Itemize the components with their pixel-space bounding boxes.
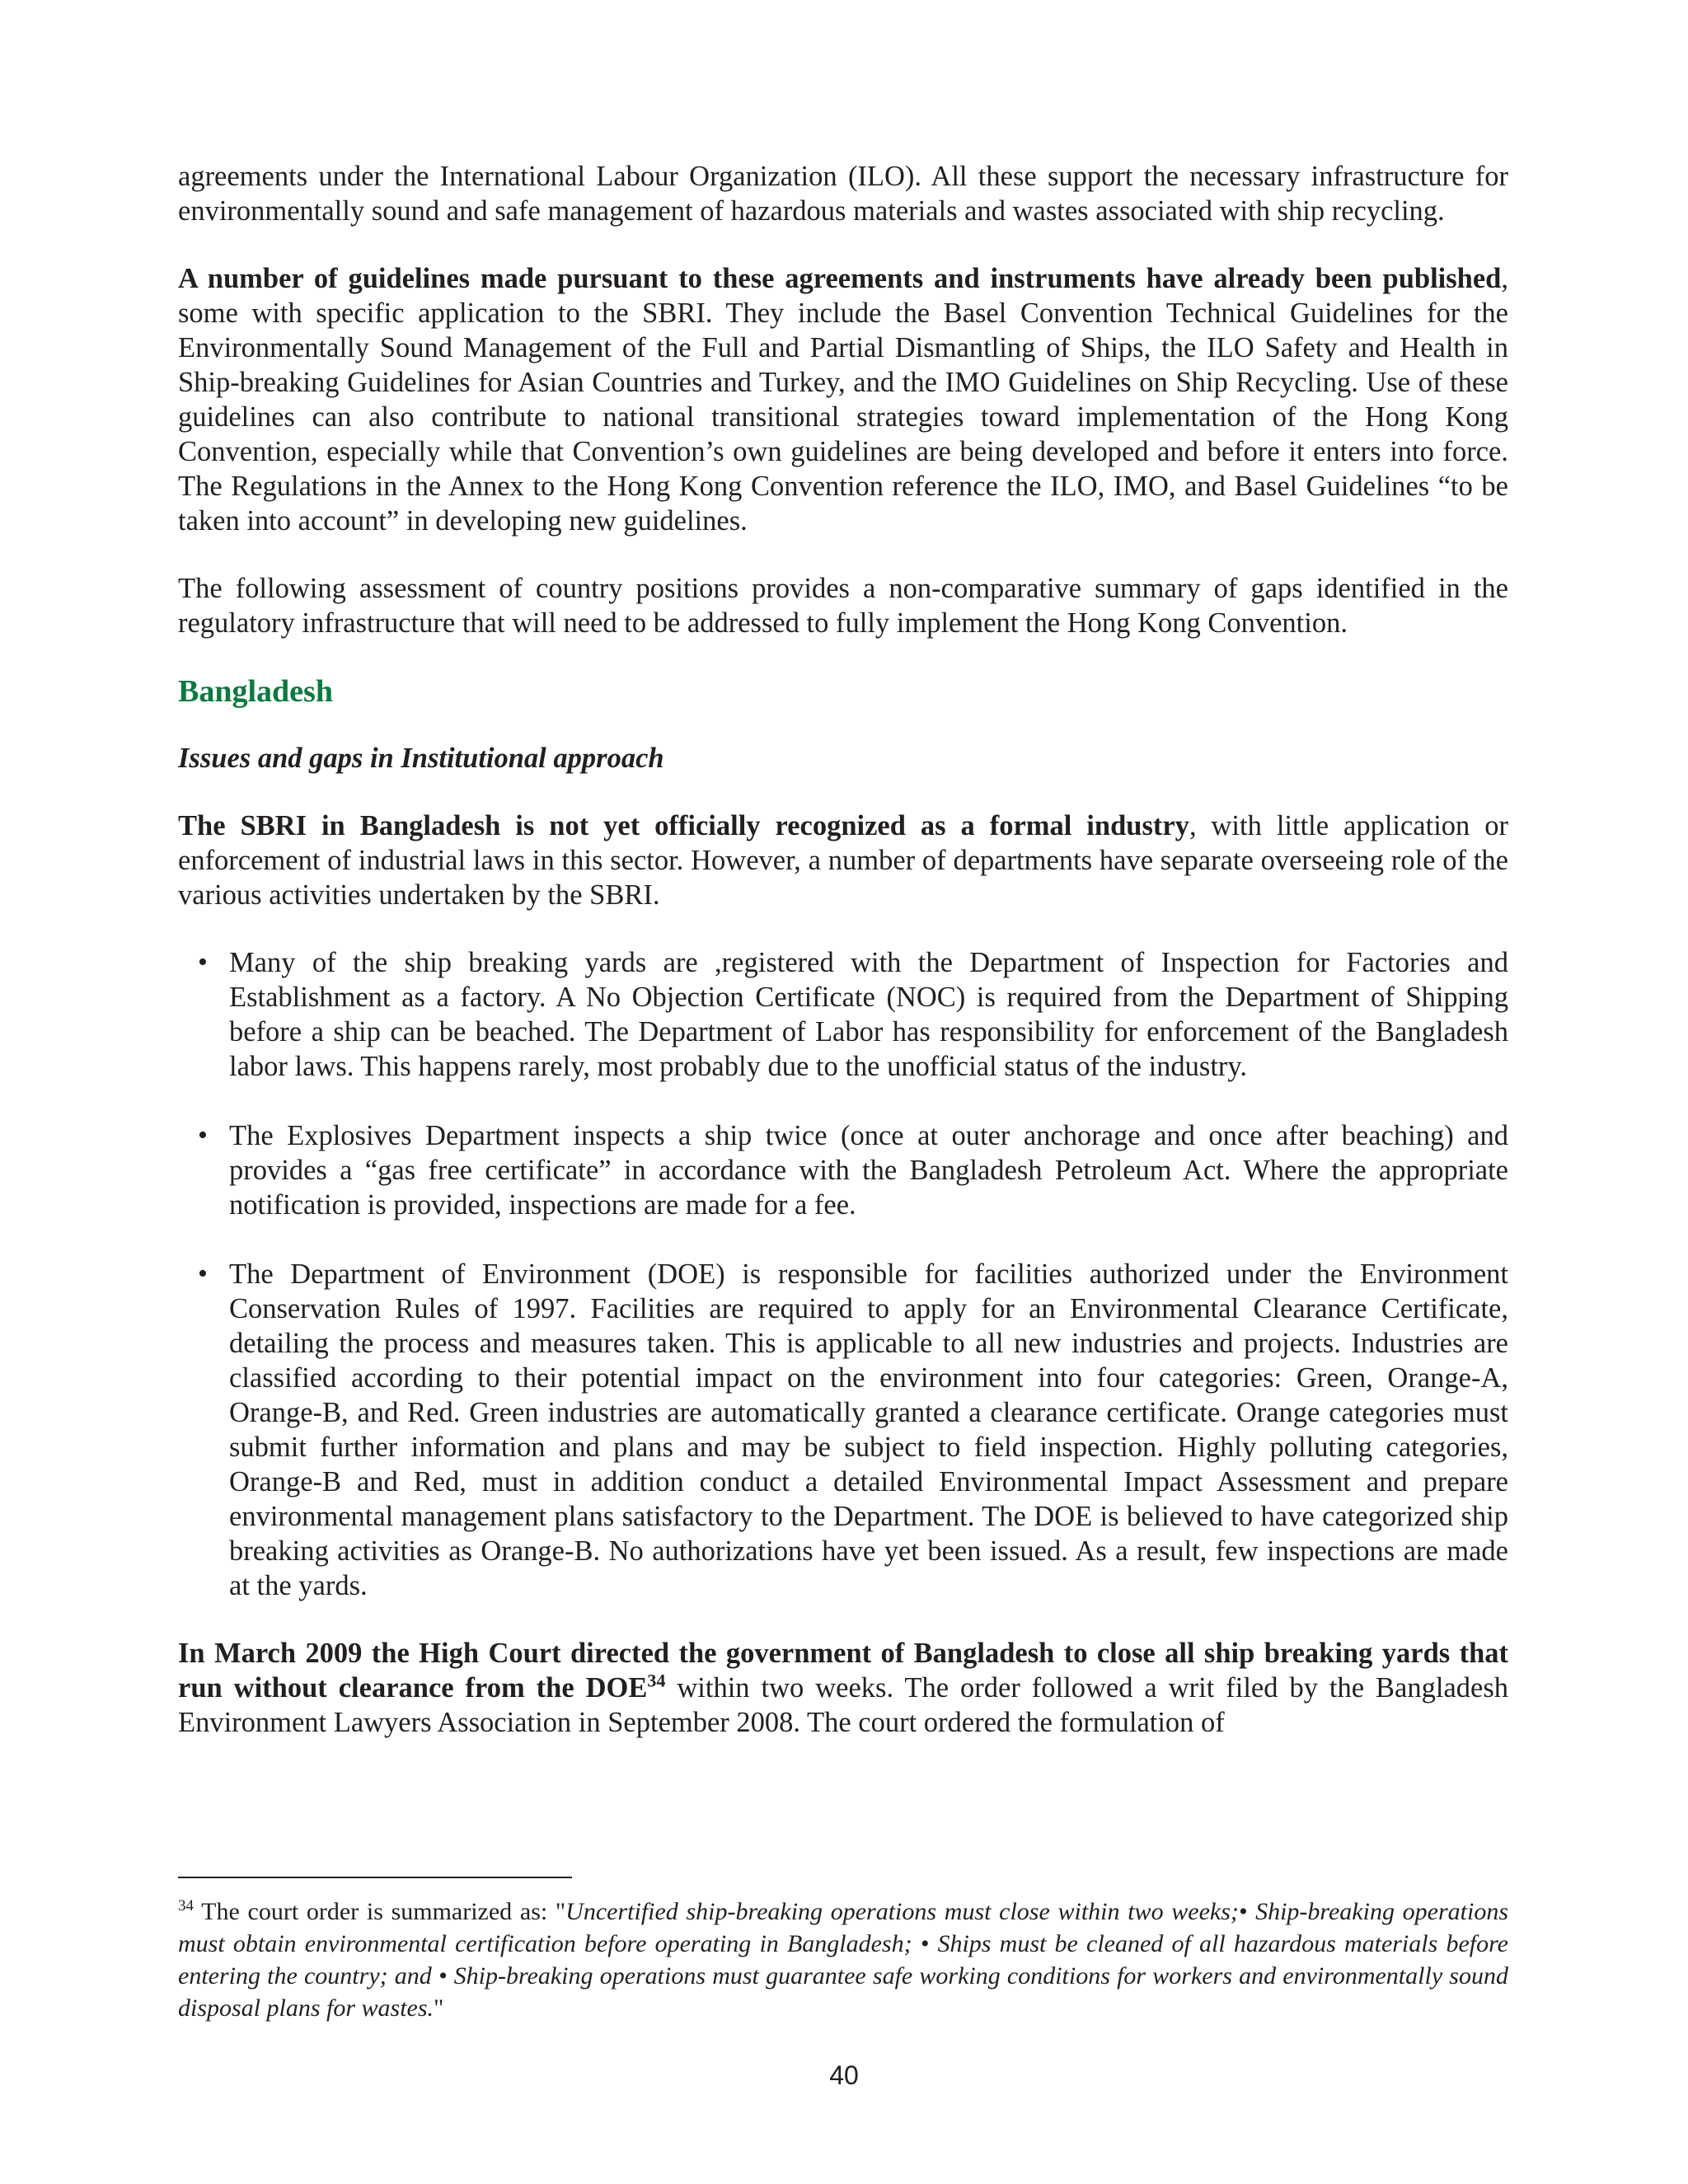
section-heading-bangladesh: Bangladesh xyxy=(178,674,333,709)
footnote-quote: Uncertified ship-breaking operations must close within two weeks;• Ship-breaking operations must obtain environmental certification before operating in Bangladesh; • Ships must be cleaned of all hazardous materials before entering the country; and • Ship-breaking operations must guarantee safe working conditions for workers and environmentally sound disposal plans for wastes. xyxy=(178,1898,1508,2022)
bullet-icon: • xyxy=(198,1258,208,1289)
list-item xyxy=(178,1257,1508,1603)
paragraph-assessment: The following assessment of country positions provides a non-comparative summary of gaps identified in the regulatory infrastructure that will need to be addressed to fully implement the Hong Kong Convention. xyxy=(178,573,1508,639)
footnote-reference-34[interactable]: 34 xyxy=(647,1670,666,1691)
bullet-list-departments xyxy=(178,945,1508,1603)
sbri-status-bold-lead: The SBRI in Bangladesh is not yet officially recognized as a formal industry xyxy=(178,810,1189,841)
footnote-tail: " xyxy=(434,1994,444,2022)
paragraph-sbri-status xyxy=(178,808,1508,912)
subheading-institutional-approach: Issues and gaps in Institutional approach xyxy=(178,743,664,774)
list-item xyxy=(178,945,1508,1084)
footnote-divider xyxy=(178,1877,572,1878)
list-item-text: The Department of Environment (DOE) is responsible for facilities authorized under the Environment Conservation Rules of 1997. Facilities are required to apply for an Environmental Clearance Certificate, detailing the process and measures taken. This is applicable to all new industries and projects. Industries are classified according to their potential impact on the environment into four categories: Green, Orange-A, Orange-B, and Red. Green industries are automatically granted a clearance certificate. Orange categories must submit further information and plans and may be subject to field inspection. Highly polluting categories, Orange-B and Red, must in addition conduct a detailed Environmental Impact Assessment and prepare environmental management plans satisfactory to the Department. The DOE is believed to have categorized ship breaking activities as Orange-B. No authorizations have yet been issued. As a result, few inspections are made at the yards. xyxy=(229,1258,1508,1601)
guidelines-body: , some with specific application to the SBRI. They include the Basel Convention Technical Guidelines for the Environmentally Sound Management of the Full and Partial Dismantling of Ships, the ILO Safety and Health in Ship-breaking Guidelines for Asian Countries and Turkey, and the IMO Guidelines on Ship Recycling. Use of these guidelines can also contribute to national transitional strategies toward implementation of the Hong Kong Convention, especially while that Convention’s own guidelines are being developed and before it enters into force. The Regulations in the Annex to the Hong Kong Convention reference the ILO, IMO, and Basel Guidelines “to be taken into account” in developing new guidelines. xyxy=(178,263,1508,537)
paragraph-high-court xyxy=(178,1636,1508,1740)
high-court-body: within two weeks. The order followed a writ filed by the Bangladesh Environment Lawyers Association in September 2008. The court ordered the formulation of xyxy=(178,1672,1508,1738)
list-item-text: The Explosives Department inspects a ship twice (once at outer anchorage and once after beaching) and provides a “gas free certificate” in accordance with the Bangladesh Petroleum Act. Where the appropriate notification is provided, inspections are made for a fee. xyxy=(229,1120,1508,1221)
guidelines-bold-lead: A number of guidelines made pursuant to these agreements and instruments have already been published xyxy=(178,263,1502,294)
body-text xyxy=(178,159,1508,1740)
paragraph-guidelines xyxy=(178,261,1508,538)
sbri-status-body: , with little application or enforcement of industrial laws in this sector. However, a number of departments have separate overseeing role of the various activities undertaken by the SBRI. xyxy=(178,810,1508,911)
bullet-icon: • xyxy=(198,947,208,977)
page-number: 40 xyxy=(829,2060,859,2090)
footnote-34 xyxy=(178,1896,1508,2024)
list-item xyxy=(178,1118,1508,1222)
footnote-mark: 34 xyxy=(178,1897,194,1915)
paragraph-ilo-agreements: agreements under the International Labour Organization (ILO). All these support the necessary infrastructure for environmentally sound and safe management of hazardous materials and wastes associated with ship recycling. xyxy=(178,161,1508,227)
footnote-lead: The court order is summarized as: " xyxy=(194,1898,566,1925)
list-item-text: Many of the ship breaking yards are ,registered with the Department of Inspection for Factories and Establishment as a factory. A No Objection Certificate (NOC) is required from the Department of Shipping before a ship can be beached. The Department of Labor has responsibility for enforcement of the Bangladesh labor laws. This happens rarely, most probably due to the unofficial status of the industry. xyxy=(229,947,1508,1082)
bullet-icon: • xyxy=(198,1120,208,1151)
high-court-bold-lead: In March 2009 the High Court directed the government of Bangladesh to close all ship breaking yards that run without clearance from the DOE xyxy=(178,1638,1508,1704)
